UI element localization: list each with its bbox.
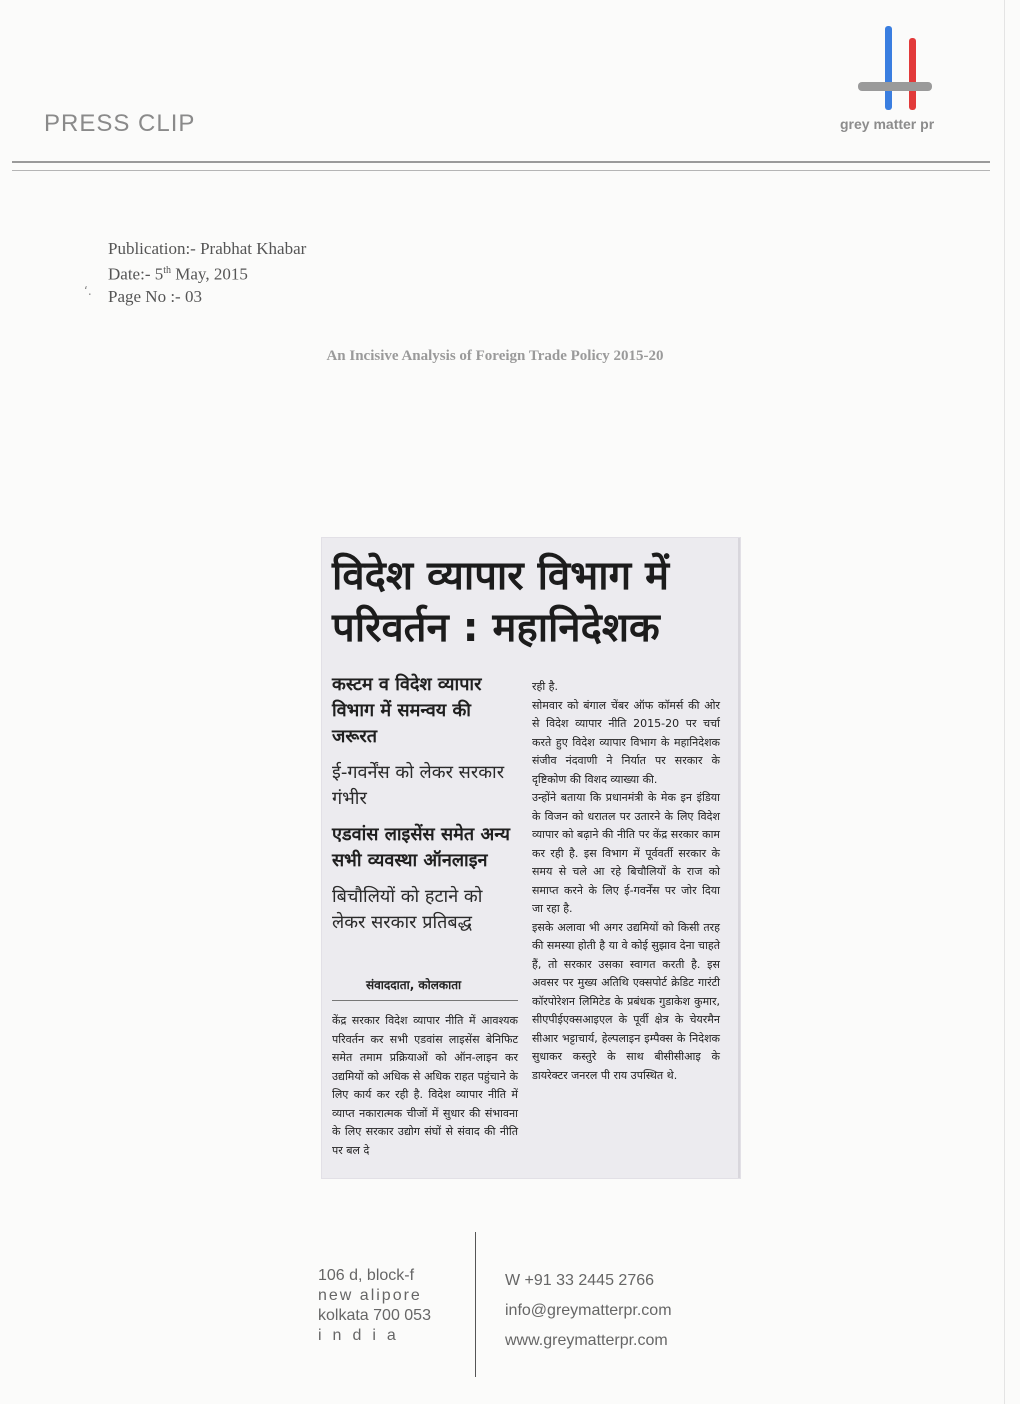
phone: W +91 33 2445 2766 bbox=[505, 1272, 655, 1289]
address-line-3: kolkata 700 053 bbox=[318, 1307, 431, 1324]
kicker-column bbox=[332, 672, 517, 946]
date-suffix: May, 2015 bbox=[171, 264, 248, 284]
subtitle: An Incisive Analysis of Foreign Trade Policy 2015-20 bbox=[326, 348, 664, 364]
page-line: Page No :- 03 bbox=[108, 286, 202, 306]
publication-meta bbox=[108, 238, 306, 308]
press-clip-title: PRESS CLIP bbox=[44, 110, 196, 137]
publication-line: Publication:- Prabhat Khabar bbox=[108, 239, 307, 258]
website-link[interactable]: www.greymatterpr.com bbox=[505, 1332, 668, 1349]
headline-line-2: परिवर्तन : महानिदेशक bbox=[332, 605, 660, 651]
newspaper-clipping bbox=[322, 538, 740, 1178]
stray-mark: ʻ. bbox=[84, 284, 92, 298]
clip-headline bbox=[332, 550, 732, 654]
date-sup: th bbox=[163, 265, 172, 276]
byline: संवाददाता, कोलकाता bbox=[366, 978, 462, 992]
logo-blue-bar bbox=[885, 26, 892, 110]
headline-line-1: विदेश व्यापार विभाग में bbox=[332, 553, 670, 599]
kicker-2: ई-गवर्नेंस को लेकर सरकार गंभीर bbox=[332, 762, 505, 809]
kicker-3: एडवांस लाइसेंस समेत अन्य सभी व्यवस्था ऑनलाइन bbox=[332, 824, 510, 871]
article-body-right bbox=[532, 678, 720, 1085]
paragraph: इसके अलावा भी अगर उद्यमियों को किसी तरह की समस्या होती है या वे कोई सुझाव देना चाहते हैं, तो सरकार उसका स्वागत करती है. इस अवसर पर मुख्य अतिथि एक्सपोर्ट क्रेडिट गारंटी कॉरपोरेशन लिमिटेड के प्रबंधक गुडाकेश कुमार, सीएपीईएक्सआइएल के पूर्वी क्षेत्र के चेयरमैन सीआर भट्टाचार्य, हेल्पलाइन इम्पैक्स के निदेशक सुधाकर कस्तुरे के साथ बीसीसीआइ के डायरेक्टर जनरल पी राय उपस्थित थे. bbox=[532, 920, 720, 1082]
byline-rule bbox=[332, 1000, 518, 1001]
paragraph: रही है. bbox=[532, 680, 559, 693]
logo-grey-bar bbox=[858, 82, 932, 91]
logo-red-bar bbox=[909, 38, 916, 110]
header-rule bbox=[12, 161, 990, 163]
footer-address bbox=[318, 1266, 431, 1346]
article-body-left: केंद्र सरकार विदेश व्यापार नीति में आवश्यक परिवर्तन कर सभी एडवांस लाइसेंस बेनिफिट समेत तमाम प्रक्रियाओं को ऑन-लाइन कर उद्यमियों को अधिक से अधिक राहत पहुंचाने के लिए कार्य कर रही है. विदेश व्यापार नीति में व्याप्त नकारात्मक चीजों में सुधार की संभावना के लिए सरकार उद्योग संघों से संवाद की नीति पर बल दे bbox=[332, 1014, 518, 1157]
footer-divider bbox=[475, 1232, 476, 1377]
kicker-4: बिचौलियों को हटाने को लेकर सरकार प्रतिबद्ध bbox=[332, 886, 483, 933]
address-line-4: india bbox=[318, 1327, 407, 1344]
paragraph: सोमवार को बंगाल चेंबर ऑफ कॉमर्स की ओर से विदेश व्यापार नीति 2015-20 पर चर्चा करते हुए विदेश व्यापार विभाग के महानिदेशक संजीव नंदवाणी ने निर्यात पर सरकार के दृष्टिकोण की विशद व्याख्या की. bbox=[532, 698, 720, 786]
email-link[interactable]: info@greymatterpr.com bbox=[505, 1302, 672, 1319]
logo-text: grey matter pr bbox=[840, 116, 935, 132]
page-edge bbox=[1004, 0, 1005, 1404]
address-line-1: 106 d, block-f bbox=[318, 1267, 415, 1284]
header-rule-thin bbox=[12, 170, 990, 171]
kicker-1: कस्टम व विदेश व्यापार विभाग में समन्वय की जरूरत bbox=[332, 674, 482, 747]
date-prefix: Date:- 5 bbox=[108, 264, 164, 284]
date-line bbox=[108, 260, 306, 286]
address-line-2: new alipore bbox=[318, 1287, 422, 1304]
paragraph: उन्होंने बताया कि प्रधानमंत्री के मेक इन इंडिया के विजन को धरातल पर उतारने के लिए विदेश व्यापार को बढ़ाने की नीति पर केंद्र सरकार काम कर रही है. इस विभाग में पूर्ववर्ती सरकार के समय से चले आ रहे बिचौलियों के राज को समाप्त करने के लिए ई-गवर्नेंस पर जोर दिया जा रहा है. bbox=[532, 791, 720, 915]
footer-contact bbox=[505, 1266, 672, 1356]
